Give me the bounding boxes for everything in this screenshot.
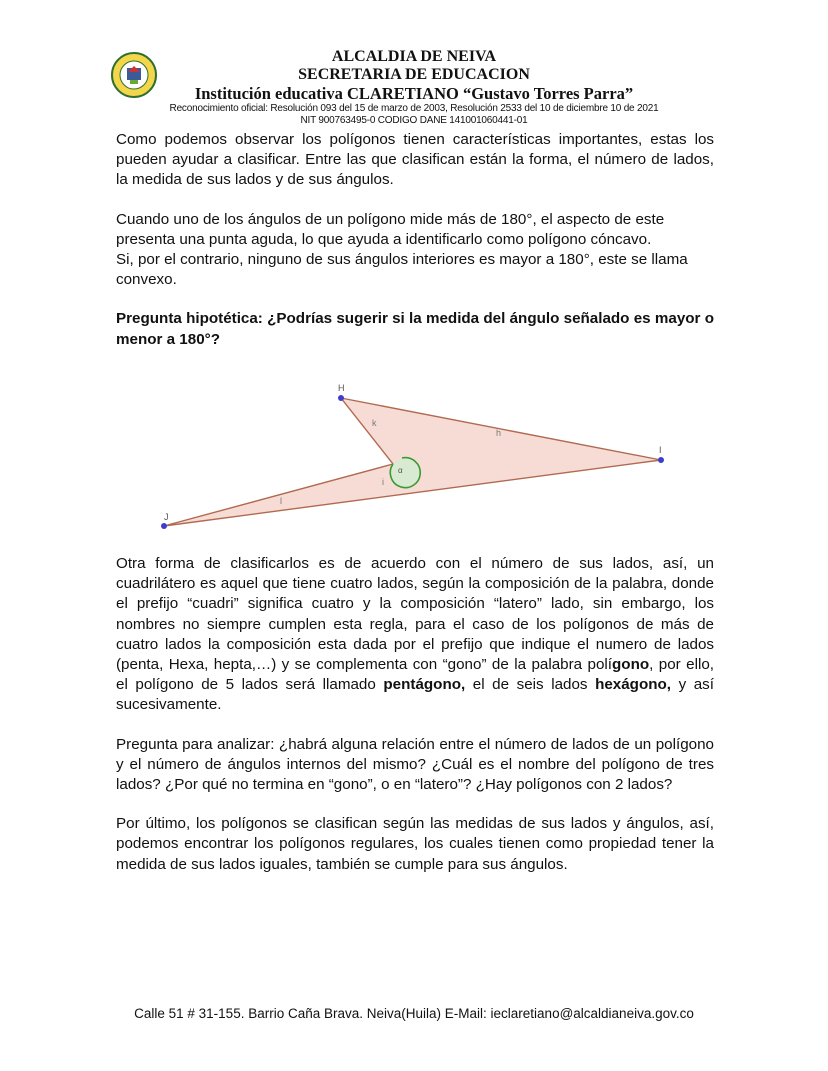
- vertex-h-point: [338, 395, 344, 401]
- side-label-l: l: [280, 496, 282, 506]
- vertex-label-h: H: [338, 383, 345, 393]
- p3-text-3: el de seis lados: [465, 676, 596, 694]
- side-label-h: h: [496, 428, 502, 438]
- paragraph-3: [116, 554, 714, 716]
- p3-bold-gono: gono: [612, 656, 650, 674]
- hypothetical-question: Pregunta hipotética: ¿Podrías sugerir si la medida del ángulo señalado es mayor o menor a 180°?: [116, 310, 714, 348]
- paragraph-1: Como podemos observar los polígonos tienen características importantes, estas los pueden ayudar a clasificar. Entre las que clasifican están la forma, el número de lados, la medida de sus lados y de sus ángulos.: [116, 131, 714, 189]
- p3-text-1: Otra forma de clasificarlos es de acuerdo con el número de sus lados, así, un cuadrilátero es aquel que tiene cuatro lados, según la composición de la palabra, donde el prefijo “cuadri” significa cuatro y la composición “latero” lado, sin embargo, los nombres no siempre cumplen esta regla, para el caso de los polígonos de más de cuatro lados la composición esta dada por el prefijo que indique el numero de lados (penta, Hexa, hepta,…) y se complementa con “gono” de la palabra polí: [116, 555, 714, 674]
- header-line-2: SECRETARIA DE EDUCACION: [298, 66, 530, 83]
- side-label-k: k: [372, 418, 377, 428]
- paragraph-2b: Si, por el contrario, ninguno de sus ángulos interiores es mayor a 180°, este se llama convexo.: [116, 251, 688, 289]
- letterhead: [0, 48, 828, 127]
- header-line-5: NIT 900763495-0 CODIGO DANE 141001060441-01: [300, 115, 528, 126]
- p3-text-4: y así sucesivamente.: [116, 676, 714, 714]
- side-label-i: i: [382, 477, 384, 487]
- p3-text-2: , por ello, el polígono de 5 lados será llamado: [116, 656, 714, 694]
- document-body: [116, 130, 714, 369]
- p3-bold-pentagono: pentágono,: [383, 676, 466, 694]
- vertex-label-j: J: [164, 512, 169, 522]
- p3-bold-hexagono: hexágono,: [595, 676, 672, 694]
- concave-polygon-figure: [150, 378, 680, 538]
- document-body-continued: [116, 554, 714, 894]
- paragraph-5: Por último, los polígonos se clasifican según las medidas de sus lados y ángulos, así, podemos encontrar los polígonos regulares, los cuales tienen como propiedad tener la medida de sus lados iguales, también se cumple para sus ángulos.: [116, 815, 714, 873]
- angle-label-alpha: α: [398, 466, 403, 475]
- paragraph-2a: Cuando uno de los ángulos de un polígono mide más de 180°, el aspecto de este presenta una punta aguda, lo que ayuda a identificarlo como polígono cóncavo.: [116, 210, 665, 248]
- vertex-label-i: I: [659, 445, 662, 455]
- vertex-j-point: [161, 523, 167, 529]
- header-line-4: Reconocimiento oficial: Resolución 093 del 15 de marzo de 2003, Resolución 2533 del 10 de diciembre 10 de 2021: [169, 103, 659, 114]
- header-line-1: ALCALDIA DE NEIVA: [331, 48, 497, 65]
- footer-address: Calle 51 # 31-155. Barrio Caña Brava. Neiva(Huila) E-Mail: ieclaretiano@alcaldianeiva.gov.co: [134, 1006, 694, 1021]
- paragraph-4: Pregunta para analizar: ¿habrá alguna relación entre el número de lados de un polígono y el número de ángulos internos del mismo? ¿Cuál es el nombre del polígono de tres lados? ¿Por qué no termina en “gono”, o en “latero”? ¿Hay polígonos con 2 lados?: [116, 735, 714, 794]
- vertex-i-point: [658, 457, 664, 463]
- header-line-3: Institución educativa CLARETIANO “Gustavo Torres Parra”: [194, 84, 634, 103]
